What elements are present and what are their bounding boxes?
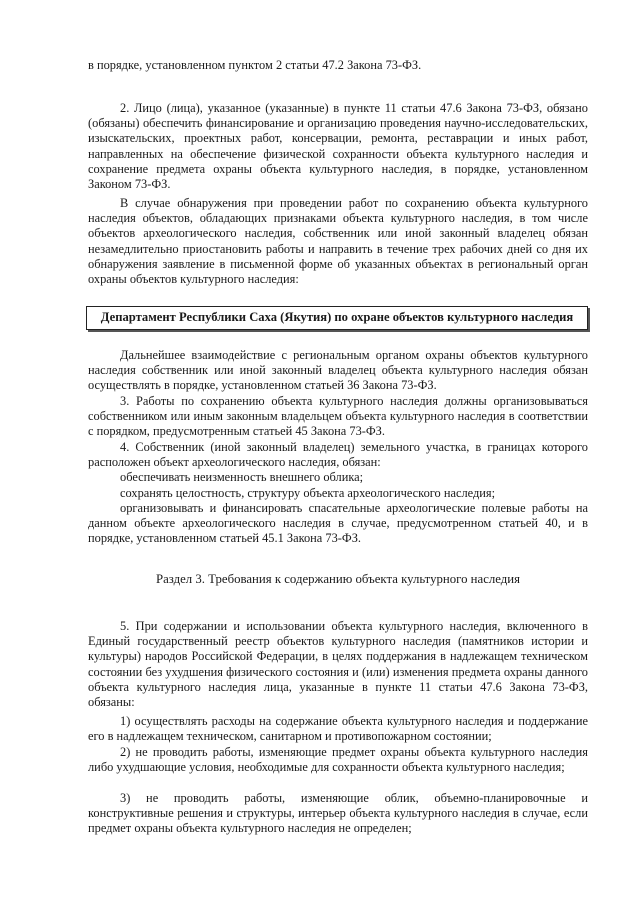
paragraph-item-3: 3. Работы по сохранению объекта культурного наследия должны организовываться собственником или иным законным владельцем объекта культурного наследия в соответствии с порядком, предусмотренным статьей 45 Закона 73-ФЗ. — [88, 394, 588, 439]
paragraph-item-2: 2. Лицо (лица), указанное (указанные) в пункте 11 статьи 47.6 Закона 73-ФЗ, обязано (обязаны) обеспечить финансирование и организацию проведения научно-исследовательских, изыскательских, проектных работ, консервации, ремонта, реставрации и иных работ, направленных на обеспечение физической сохранности объекта культурного наследия и сохранение предмета охраны объекта культурного наследия, в порядке, установленном Законом 73-ФЗ. — [88, 101, 588, 192]
paragraph-item-4: 4. Собственник (иной законный владелец) земельного участка, в границах которого расположен объект археологического наследия, обязан: — [88, 440, 588, 470]
paragraph-duty-integrity: сохранять целостность, структуру объекта археологического наследия; — [120, 486, 496, 500]
paragraph-discovery: В случае обнаружения при проведении работ по сохранению объекта культурного наследия объектов, обладающих признаками объекта культурного наследия, в том числе объектов археологического наследия, собственник или иной законный владелец обязан незамедлительно приостановить работы и направить в течение трех рабочих дней со дня их обнаружения заявление в письменной форме об указанных объектах в региональный орган охраны объектов культурного наследия: — [88, 196, 588, 287]
paragraph-item-5: 5. При содержании и использовании объекта культурного наследия, включенного в Единый государственный реестр объектов культурного наследия (памятников истории и культуры) народов Российской Федерации, в целях поддержания в надлежащем техническом состоянии без ухудшения физического состояния и (или) изменения предмета охраны данного объекта культурного наследия лица, указанные в пункте 11 статьи 47.6 Закона 73-ФЗ, обязаны: — [88, 619, 588, 710]
paragraph-duty-appearance: обеспечивать неизменность внешнего облика; — [120, 470, 364, 484]
regional-authority-name: Департамент Республики Саха (Якутия) по охране объектов культурного наследия — [100, 310, 574, 325]
paragraph-duty-excavation: организовывать и финансировать спасательные археологические полевые работы на данном объекте археологического наследия в случае, предусмотренном статьей 40, и в порядке, установленном статьей 45.1 Закона 73-ФЗ. — [88, 501, 588, 546]
section-heading: Раздел 3. Требования к содержанию объекта культурного наследия — [155, 572, 521, 586]
paragraph-subitem-3: 3) не проводить работы, изменяющие облик, объемно-планировочные и конструктивные решения и структуры, интерьер объекта культурного наследия в случае, если предмет охраны объекта культурного наследия не определен; — [88, 791, 588, 836]
paragraph-continuation: в порядке, установленном пунктом 2 статьи 47.2 Закона 73-ФЗ. — [88, 58, 422, 72]
paragraph-subitem-2: 2) не проводить работы, изменяющие предмет охраны объекта культурного наследия либо ухудшающие условия, необходимые для сохранности объекта культурного наследия; — [88, 745, 588, 775]
paragraph-subitem-1: 1) осуществлять расходы на содержание объекта культурного наследия и поддержание его в надлежащем техническом, санитарном и противопожарном состоянии; — [88, 714, 588, 744]
paragraph-interaction: Дальнейшее взаимодействие с региональным органом охраны объектов культурного наследия собственник или иной законный владелец объекта культурного наследия обязан осуществлять в порядке, установленном статьей 36 Закона 73-ФЗ. — [88, 348, 588, 393]
regional-authority-box — [86, 306, 588, 330]
